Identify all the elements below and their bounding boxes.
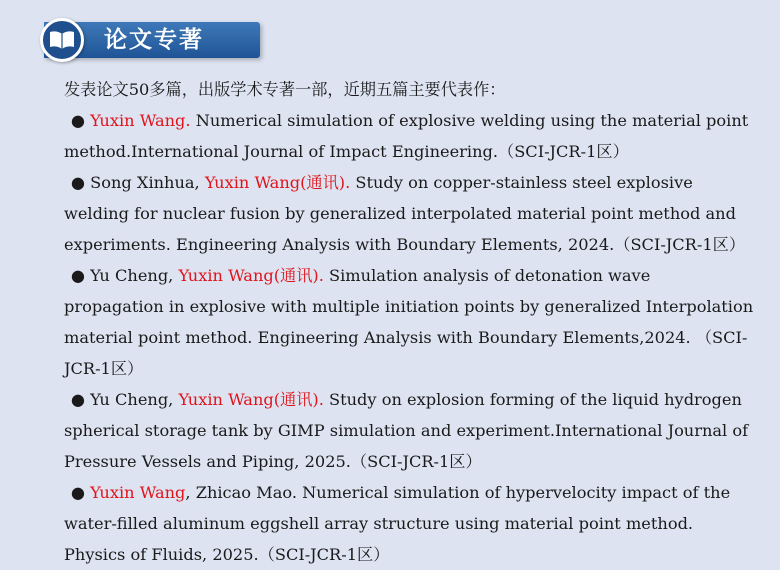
section-title: 论文专著	[104, 27, 204, 53]
paper-citation: Numerical simulation of explosive welding using the material point method.International Journal of Impact Engineering.（SCI-JCR-1区）	[64, 111, 749, 161]
paper-entry	[64, 477, 754, 570]
section-badge	[40, 18, 84, 62]
bullet-icon: ●	[70, 173, 85, 192]
paper-citation: Study on copper-stainless steel explosive welding for nuclear fusion by generalized interpolated material point method and experiments. Engineering Analysis with Boundary Elements, 2024.（SCI-JCR-1区）	[64, 173, 746, 254]
open-book-icon	[49, 30, 75, 50]
bullet-icon: ●	[70, 390, 85, 409]
bullet-icon: ●	[70, 266, 85, 285]
paper-highlight-author: Yuxin Wang.	[90, 111, 191, 130]
paper-citation: , Zhicao Mao. Numerical simulation of hypervelocity impact of the water-filled aluminum eggshell array structure using material point method. Physics of Fluids, 2025.（SCI-JCR-1区）	[64, 483, 731, 564]
paper-citation: Simulation analysis of detonation wave propagation in explosive with multiple initiation points by generalized Interpolation material point method. Engineering Analysis with Boundary Elements,2024. （SCI-JCR-1区）	[64, 266, 754, 378]
paper-highlight-author: Yuxin Wang(通讯).	[178, 266, 324, 285]
paper-entry	[64, 384, 754, 477]
papers-container	[64, 105, 754, 570]
paper-entry	[64, 167, 754, 260]
paper-coauthor: Song Xinhua,	[90, 173, 205, 192]
publication-list	[64, 74, 754, 570]
paper-coauthor: Yu Cheng,	[90, 390, 179, 409]
intro-text: 发表论文50多篇，出版学术专著一部，近期五篇主要代表作：	[64, 80, 506, 99]
bullet-icon: ●	[70, 111, 85, 130]
paper-highlight-author: Yuxin Wang	[90, 483, 186, 502]
bullet-icon: ●	[70, 483, 85, 502]
paper-entry	[64, 260, 754, 384]
paper-highlight-author: Yuxin Wang(通讯).	[178, 390, 324, 409]
paper-coauthor: Yu Cheng,	[90, 266, 179, 285]
paper-citation: Study on explosion forming of the liquid hydrogen spherical storage tank by GIMP simulation and experiment.International Journal of Pressure Vessels and Piping, 2025.（SCI-JCR-1区）	[64, 390, 749, 471]
paper-entry	[64, 105, 754, 167]
paper-highlight-author: Yuxin Wang(通讯).	[204, 173, 351, 192]
